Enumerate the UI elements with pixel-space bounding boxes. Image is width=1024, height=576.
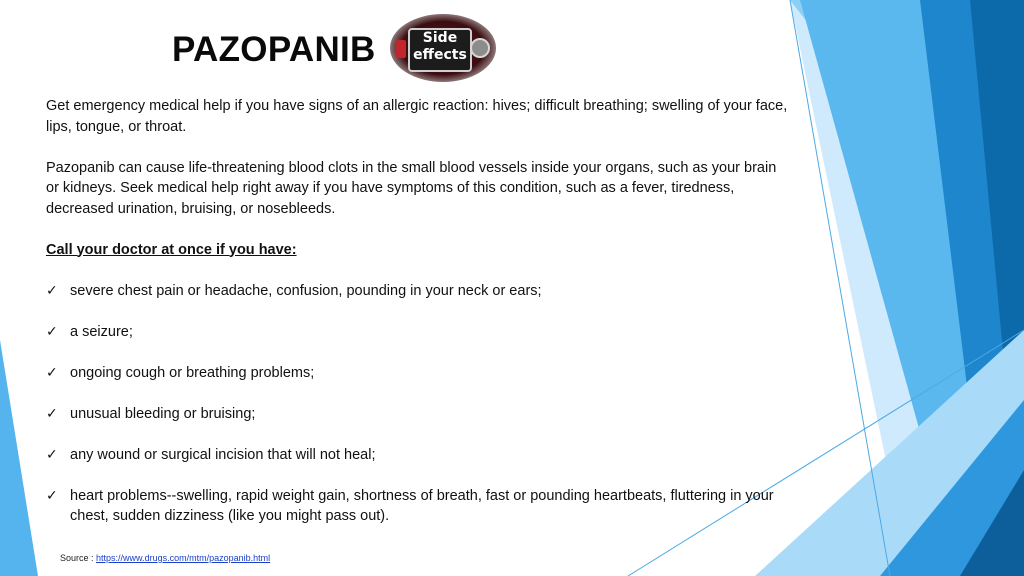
blood-clot-paragraph: Pazopanib can cause life-threatening blood clots in the small blood vessels inside your organs, such as your brain or kidneys. Seek medical help right away if you have symptoms of this condition, such as a fever, tiredness, decreased urination, bruising, or nosebleeds. (46, 159, 777, 217)
badge-line-2: effects (413, 47, 467, 63)
page-title: PAZOPANIB (172, 30, 376, 69)
list-item (46, 404, 788, 425)
content-body (46, 96, 788, 547)
source-footer (60, 553, 270, 563)
checkmark-icon: ✓ (46, 446, 58, 463)
source-label: Source : (60, 553, 94, 563)
badge-line-1: Side (422, 30, 458, 46)
side-effects-badge (390, 14, 496, 82)
badge-card (408, 28, 472, 72)
checkmark-icon: ✓ (46, 405, 58, 422)
list-item (46, 322, 788, 343)
symptom-list (46, 281, 788, 527)
source-link[interactable]: https://www.drugs.com/mtm/pazopanib.html (96, 553, 271, 563)
call-doctor-heading: Call your doctor at once if you have: (46, 241, 297, 258)
list-item-text: any wound or surgical incision that will not heal; (70, 446, 376, 463)
list-item-text: severe chest pain or headache, confusion, pounding in your neck or ears; (70, 282, 542, 299)
list-item-text: heart problems--swelling, rapid weight gain, shortness of breath, fast or pounding heartbeats, fluttering in your chest, sudden dizziness (like you might pass out). (70, 487, 774, 524)
list-item (46, 363, 788, 384)
checkmark-icon: ✓ (46, 487, 58, 504)
stethoscope-icon (470, 38, 490, 58)
list-item-text: a seizure; (70, 323, 133, 340)
checkmark-icon: ✓ (46, 282, 58, 299)
list-item-text: unusual bleeding or bruising; (70, 405, 256, 422)
checkmark-icon: ✓ (46, 323, 58, 340)
list-item-text: ongoing cough or breathing problems; (70, 364, 315, 381)
checkmark-icon: ✓ (46, 364, 58, 381)
list-item (46, 445, 788, 466)
list-item (46, 486, 788, 527)
allergy-paragraph: Get emergency medical help if you have signs of an allergic reaction: hives; difficult breathing; swelling of your face, lips, tongue, or throat. (46, 98, 788, 135)
badge-red-tab (396, 40, 406, 58)
list-item (46, 281, 788, 302)
